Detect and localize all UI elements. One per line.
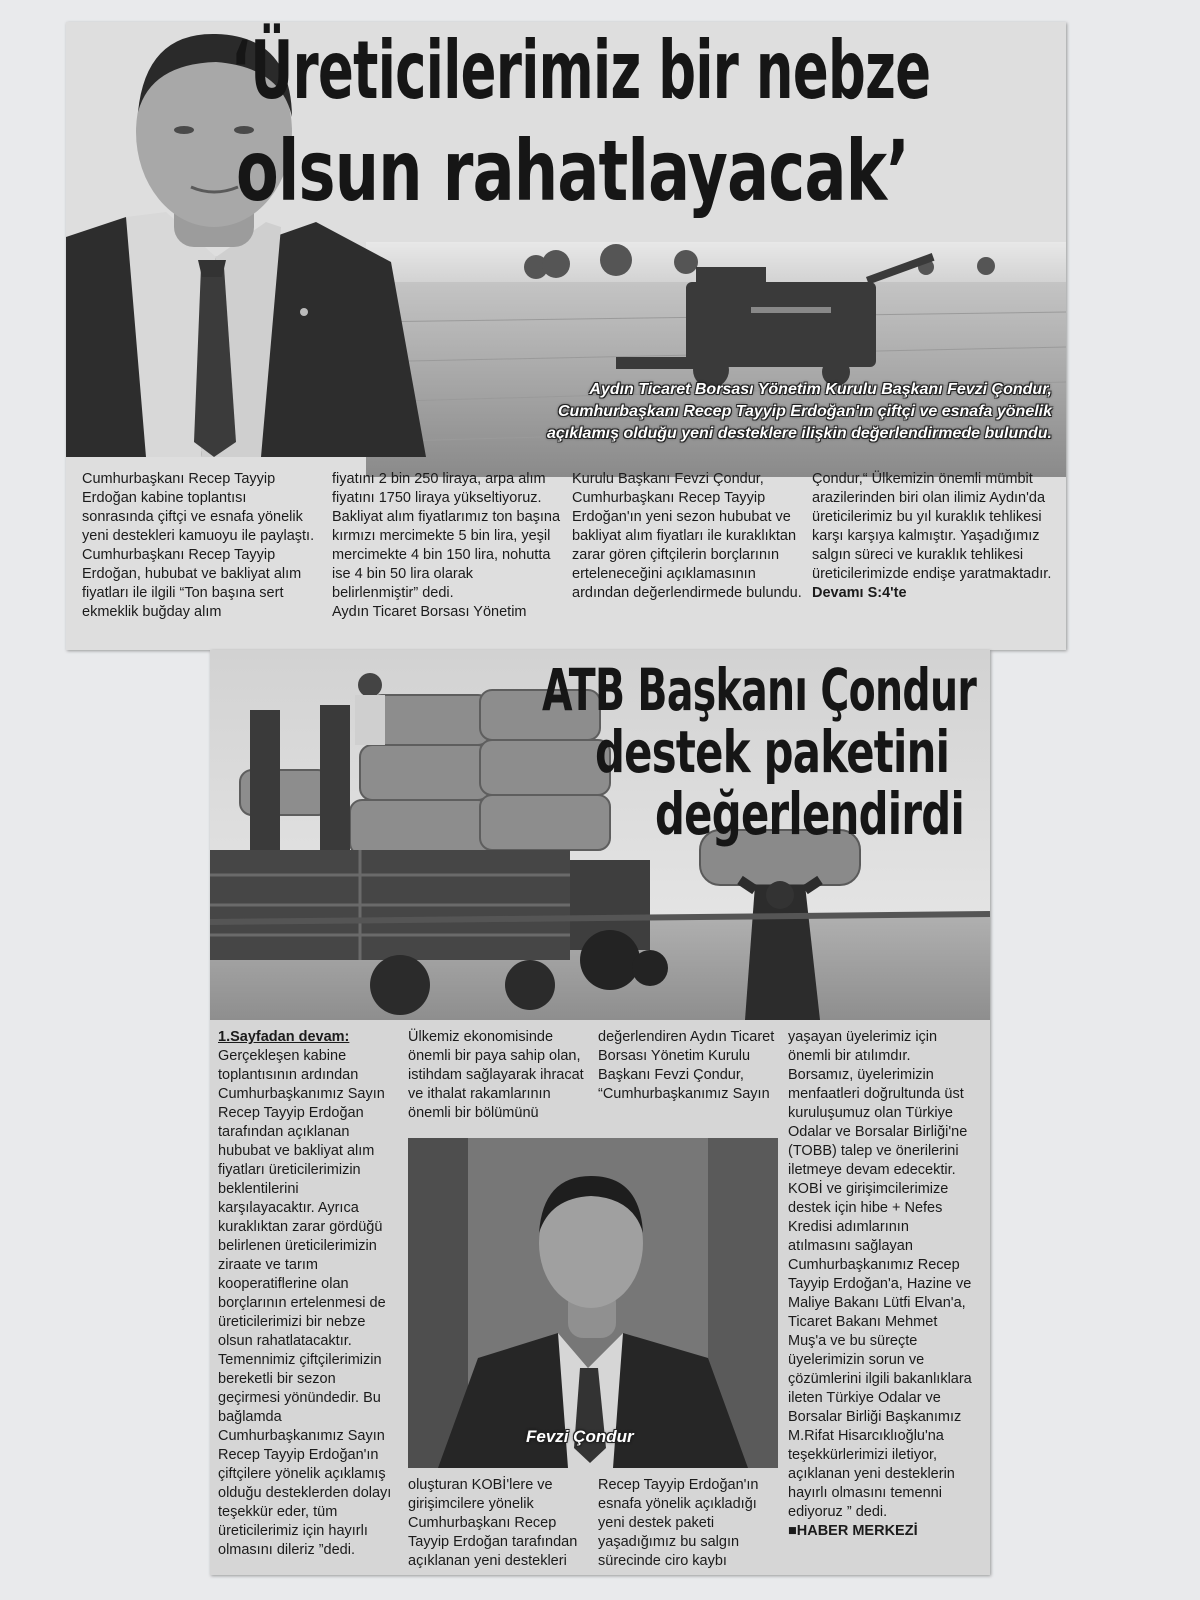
headline-line-1: ‘Üreticilerimiz bir nebze: [231, 24, 931, 117]
clipping-2: [210, 650, 990, 1575]
condur-portrait-photo: [408, 1138, 778, 1468]
article2-column-1: [218, 1028, 398, 1560]
photo-caption: [412, 379, 1052, 445]
continued-note: Devamı S:4'te: [812, 585, 907, 601]
caption-line-1: Aydın Ticaret Borsası Yönetim Kurulu Başkanı Fevzi Çondur,: [589, 381, 1052, 398]
article2-column-2-top: Ülkemiz ekonomisinde önemli bir paya sahip olan, istihdam sağlayarak ihracat ve ithalat rakamlarının önemli bir bölümünü: [408, 1029, 584, 1121]
headline2-line-1: ATB Başkanı Çondur: [542, 656, 977, 724]
article2-column-4-text: yaşayan üyelerimiz için önemli bir atılımdır. Borsamız, üyelerimizin menfaatleri doğrultunda üst kuruluşumuz olan Türkiye Odalar ve Borsalar Birliği'ne (TOBB) talep ve önerilerini iletmeye devam edecektir. KOBİ ve girişimcilerimize destek için hibe + Nefes Kredisi adımlarının atılmasını sağlayan Cumhurbaşkanımız Recep Tayyip Erdoğan'a, Hazine ve Maliye Bakanı Lütfi Elvan'a, Ticaret Bakanı Mehmet Muş'a ve bu süreçte üyelerimizin sorun ve çözümlerini ilgili bakanlıklara ileten Türkiye Odalar ve Borsalar Birliği Başkanımız M.Rifat Hisarcıklıoğlu'na teşekkürlerimizi iletiyor, açıklanan yeni desteklerin hayırlı olmasını temenni ediyoruz ” dedi.: [788, 1029, 972, 1520]
article1-column-3: Kurulu Başkanı Fevzi Çondur, Cumhurbaşkanı Recep Tayyip Erdoğan'ın yeni sezon hububat ve bakliyat alım fiyatları ile kuraklıktan zarar gören çiftçilerin borçlarının erteleneceğini açıklamasının ardından değerlendirmede bulundu.: [572, 471, 802, 601]
condur-portrait-illustration: [408, 1138, 778, 1468]
article2-column-3-top: değerlendiren Aydın Ticaret Borsası Yönetim Kurulu Başkanı Fevzi Çondur, “Cumhurbaşkanımız Sayın: [598, 1029, 775, 1102]
article1-column-4: [812, 470, 1052, 603]
article2-column-1-text: Gerçekleşen kabine toplantısının ardından Cumhurbaşkanımız Sayın Recep Tayyip Erdoğan tarafından açıklanan hububat ve bakliyat alım fiyatları üreticilerimizin beklentilerini karşılayacaktır. Ayrıca kuraklıktan zarar gördüğü belirlenen üreticilerimizin ziraate ve tarım kooperatiflerine olan borçlarının ertelenmesi de üreticilerimizi bir nebze olsun rahatlatacaktır. Temennimiz çiftçilerimizin bereketli bir sezon geçirmesi yönündedir. Bu bağlamda Cumhurbaşkanımız Sayın Recep Tayyip Erdoğan'ın çiftçilere yönelik açıklamış olduğu desteklerden dolayı teşekkür eder, tüm üreticilerimiz için hayırlı olmasını dileriz ”dedi.: [218, 1048, 392, 1558]
article2-column-3-bottom: Recep Tayyip Erdoğan'ın esnafa yönelik açıkladığı yeni destek paketi yaşadığımız bu salgın sürecinde ciro kaybı: [598, 1477, 759, 1569]
headline-line-2: olsun rahatlayacak’: [236, 122, 910, 220]
clipping-1: [66, 22, 1066, 650]
headline2-line-3: değerlendirdi: [655, 780, 965, 848]
caption-line-2: Cumhurbaşkanı Recep Tayyip Erdoğan'ın çiftçi ve esnafa yönelik: [557, 403, 1052, 420]
byline: ■HABER MERKEZİ: [788, 1523, 918, 1539]
headline2-line-2: destek paketini: [595, 718, 950, 786]
article2-column-4: [788, 1028, 973, 1541]
article2-column-2-bottom: oluşturan KOBİ'lere ve girişimcilere yönelik Cumhurbaşkanı Recep Tayyip Erdoğan tarafından açıklanan yeni destekleri: [408, 1477, 578, 1569]
article1-column-1: Cumhurbaşkanı Recep Tayyip Erdoğan kabine toplantısı sonrasında çiftçi ve esnafa yönelik yeni destekleri kamuoyu ile paylaştı. Cumhurbaşkanı Recep Tayyip Erdoğan, hububat ve bakliyat alım fiyatları ile ilgili “Ton başına sert ekmeklik buğday alım: [82, 471, 315, 620]
article1-column-2: fiyatını 2 bin 250 liraya, arpa alım fiyatını 1750 liraya yükseltiyoruz. Bakliyat alım fiyatlarımız ton başına kırmızı mercimekte 5 bin lira, yeşil mercimekte 4 bin 150 lira, nohutta ise 4 bin 50 lira olarak belirlenmiştir” dedi. Aydın Ticaret Borsası Yönetim: [332, 471, 561, 620]
article1-column-4-text: Çondur,“ Ülkemizin önemli mümbit arazilerinden biri olan ilimiz Aydın'da üreticilerimiz bu yıl kuraklık tehlikesi karşı karşıya kalmıştır. Yaşadığımız salgın süreci ve kuraklık tehlikesi üreticilerimizde endişe yaratmaktadır.: [812, 471, 1052, 582]
caption-line-3: açıklamış olduğu yeni desteklere ilişkin değerlendirmede bulundu.: [546, 425, 1052, 442]
continued-from-label: 1.Sayfadan devam:: [218, 1029, 350, 1045]
portrait-caption: Fevzi Çondur: [526, 1427, 634, 1446]
